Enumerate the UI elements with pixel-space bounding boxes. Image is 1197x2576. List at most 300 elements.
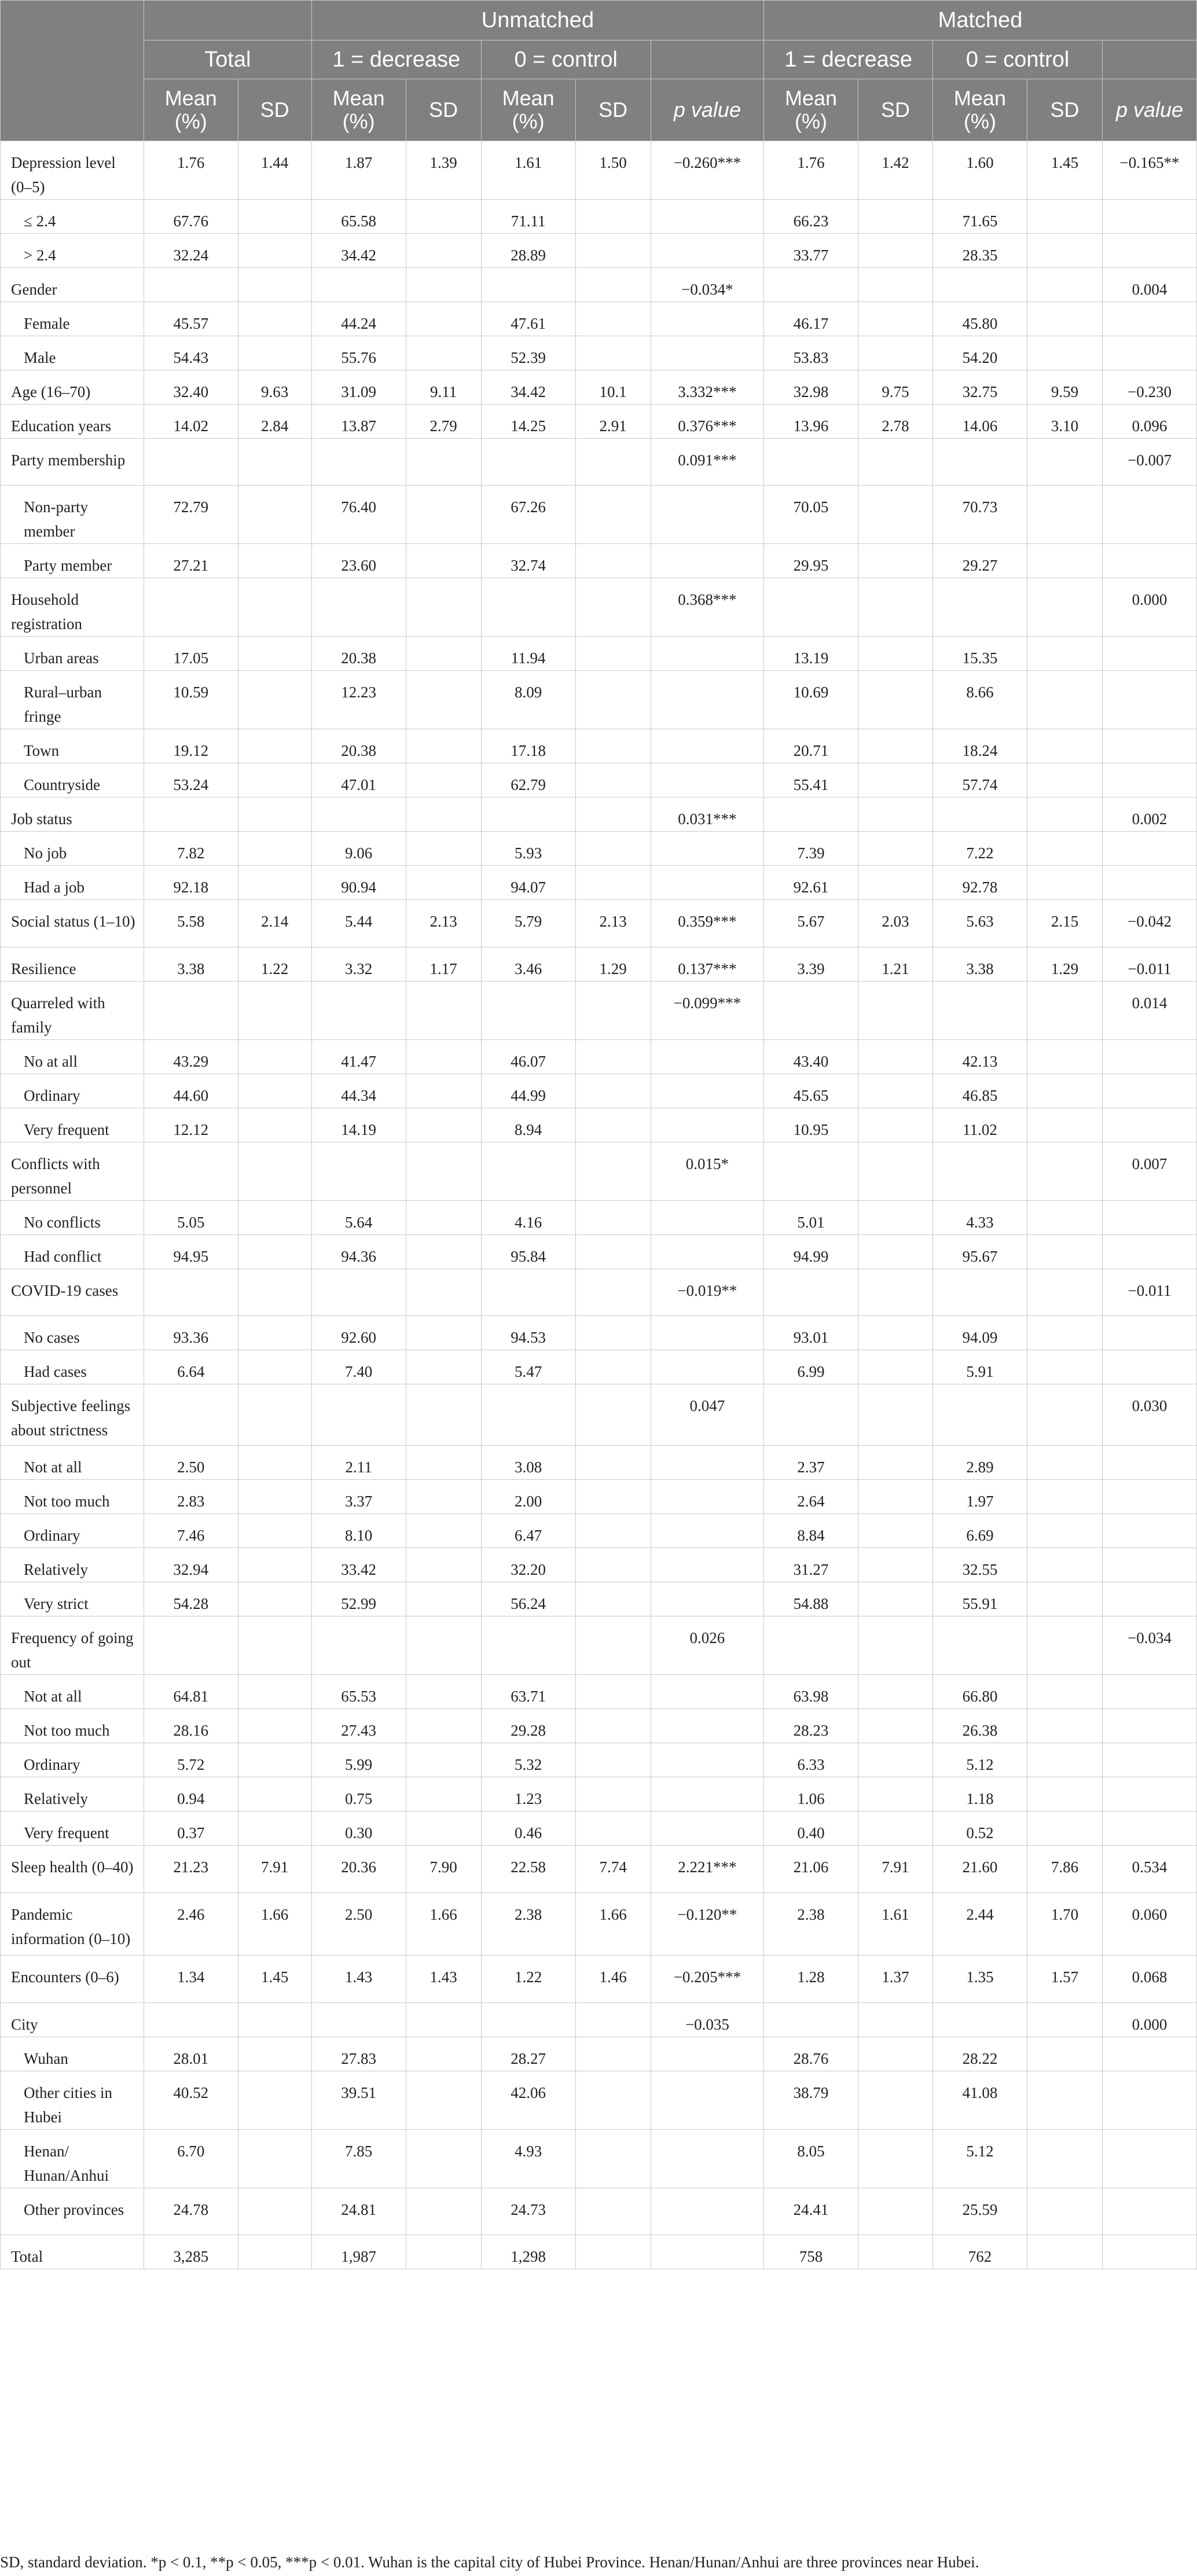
table-cell bbox=[406, 1446, 481, 1480]
table-cell bbox=[406, 578, 481, 637]
table-row bbox=[1, 1040, 1197, 1074]
table-cell bbox=[933, 2003, 1027, 2037]
row-label: Subjective feelings about strictness bbox=[1, 1384, 144, 1446]
row-label: COVID-19 cases bbox=[1, 1269, 144, 1316]
table-cell: 63.98 bbox=[764, 1675, 858, 1709]
table-cell bbox=[575, 832, 651, 866]
table-cell bbox=[238, 1074, 311, 1108]
table-cell bbox=[651, 1811, 763, 1846]
header-unmatched-pvalue-spacer bbox=[651, 41, 763, 79]
table-cell: 95.67 bbox=[933, 1235, 1027, 1269]
table-cell bbox=[1027, 1616, 1102, 1675]
table-cell: 3,285 bbox=[144, 2235, 238, 2269]
table-cell bbox=[933, 798, 1027, 832]
table-cell: 0.091*** bbox=[651, 439, 763, 486]
table-cell bbox=[1027, 2188, 1102, 2235]
table-cell bbox=[1027, 268, 1102, 302]
table-cell: 92.18 bbox=[144, 866, 238, 900]
row-label: Total bbox=[1, 2235, 144, 2269]
table-row bbox=[1, 234, 1197, 268]
table-cell bbox=[1027, 302, 1102, 336]
table-cell: 5.72 bbox=[144, 1743, 238, 1777]
table-row bbox=[1, 1269, 1197, 1316]
table-cell: 0.368*** bbox=[651, 578, 763, 637]
table-cell bbox=[1103, 2130, 1197, 2188]
table-cell bbox=[575, 1548, 651, 1582]
table-cell bbox=[764, 1616, 858, 1675]
row-label: Very frequent bbox=[1, 1811, 144, 1846]
table-cell: 1.50 bbox=[575, 141, 651, 200]
table-cell bbox=[1027, 2037, 1102, 2071]
table-cell bbox=[1027, 544, 1102, 578]
table-cell: 5.67 bbox=[764, 900, 858, 947]
row-label: Urban areas bbox=[1, 637, 144, 671]
table-cell bbox=[406, 1480, 481, 1514]
row-label: ≤ 2.4 bbox=[1, 200, 144, 234]
table-cell: 26.38 bbox=[933, 1709, 1027, 1743]
table-cell: −0.230 bbox=[1103, 370, 1197, 405]
table-cell: 9.06 bbox=[311, 832, 406, 866]
table-cell bbox=[1027, 729, 1102, 763]
table-cell: 23.60 bbox=[311, 544, 406, 578]
table-cell: 1.17 bbox=[406, 947, 481, 982]
table-cell bbox=[651, 2071, 763, 2130]
table-row bbox=[1, 982, 1197, 1040]
table-cell: 10.69 bbox=[764, 671, 858, 729]
table-cell: 1.76 bbox=[764, 141, 858, 200]
table-cell bbox=[1103, 1446, 1197, 1480]
table-cell bbox=[1027, 1350, 1102, 1384]
table-cell bbox=[858, 486, 932, 544]
row-label: Not too much bbox=[1, 1480, 144, 1514]
row-label: Other cities in Hubei bbox=[1, 2071, 144, 2130]
header-sd: SD bbox=[858, 79, 932, 141]
table-cell: 21.06 bbox=[764, 1846, 858, 1893]
header-total: Total bbox=[144, 41, 311, 79]
row-label: Wuhan bbox=[1, 2037, 144, 2071]
table-cell bbox=[575, 798, 651, 832]
table-cell bbox=[1103, 1777, 1197, 1811]
table-cell: 2.38 bbox=[764, 1893, 858, 1956]
table-cell bbox=[858, 2071, 932, 2130]
table-cell bbox=[764, 1384, 858, 1446]
table-cell bbox=[858, 1040, 932, 1074]
table-row bbox=[1, 1709, 1197, 1743]
table-cell bbox=[1027, 1269, 1102, 1316]
table-cell bbox=[651, 234, 763, 268]
table-cell: 1.37 bbox=[858, 1956, 932, 2003]
table-row bbox=[1, 1480, 1197, 1514]
table-cell bbox=[406, 486, 481, 544]
header-group-unmatched: Unmatched bbox=[311, 1, 763, 41]
table-cell bbox=[238, 1616, 311, 1675]
table-row bbox=[1, 1108, 1197, 1142]
table-cell: −0.120** bbox=[651, 1893, 763, 1956]
table-cell: 5.58 bbox=[144, 900, 238, 947]
table-cell bbox=[575, 1480, 651, 1514]
table-cell: 1.61 bbox=[858, 1893, 932, 1956]
table-row bbox=[1, 2037, 1197, 2071]
table-cell: 9.75 bbox=[858, 370, 932, 405]
table-cell bbox=[481, 578, 575, 637]
table-cell: 93.01 bbox=[764, 1316, 858, 1350]
table-cell bbox=[1027, 1514, 1102, 1548]
table-cell: 94.95 bbox=[144, 1235, 238, 1269]
table-cell: 28.35 bbox=[933, 234, 1027, 268]
table-cell bbox=[858, 1446, 932, 1480]
table-cell bbox=[406, 1582, 481, 1616]
table-row bbox=[1, 2188, 1197, 2235]
table-cell: 2.15 bbox=[1027, 900, 1102, 947]
table-row bbox=[1, 1350, 1197, 1384]
table-cell bbox=[858, 637, 932, 671]
table-cell bbox=[311, 2003, 406, 2037]
table-cell bbox=[144, 2003, 238, 2037]
table-cell bbox=[238, 578, 311, 637]
table-cell: 42.06 bbox=[481, 2071, 575, 2130]
table-cell bbox=[651, 1743, 763, 1777]
table-cell bbox=[1027, 798, 1102, 832]
table-cell bbox=[406, 1040, 481, 1074]
table-cell bbox=[651, 1201, 763, 1235]
row-label: Encounters (0–6) bbox=[1, 1956, 144, 2003]
table-cell: 0.096 bbox=[1103, 405, 1197, 439]
table-cell bbox=[1103, 200, 1197, 234]
table-cell bbox=[651, 336, 763, 370]
table-cell bbox=[238, 2188, 311, 2235]
table-cell bbox=[651, 1316, 763, 1350]
table-cell bbox=[238, 1316, 311, 1350]
table-row bbox=[1, 1846, 1197, 1893]
table-row bbox=[1, 200, 1197, 234]
table-cell bbox=[1027, 1201, 1102, 1235]
table-cell: 1.66 bbox=[238, 1893, 311, 1956]
table-cell bbox=[311, 1384, 406, 1446]
table-row bbox=[1, 2130, 1197, 2188]
table-cell bbox=[933, 1142, 1027, 1201]
table-cell bbox=[575, 763, 651, 798]
table-cell: 70.05 bbox=[764, 486, 858, 544]
table-cell bbox=[238, 1743, 311, 1777]
table-cell: 28.89 bbox=[481, 234, 575, 268]
table-row bbox=[1, 1616, 1197, 1675]
row-label: Other provinces bbox=[1, 2188, 144, 2235]
table-cell bbox=[406, 439, 481, 486]
table-cell: 20.38 bbox=[311, 637, 406, 671]
table-cell: 7.82 bbox=[144, 832, 238, 866]
table-cell: 7.22 bbox=[933, 832, 1027, 866]
table-cell: 13.96 bbox=[764, 405, 858, 439]
table-cell bbox=[651, 729, 763, 763]
table-cell bbox=[144, 268, 238, 302]
table-cell bbox=[238, 1675, 311, 1709]
table-cell bbox=[575, 1142, 651, 1201]
table-cell bbox=[575, 1709, 651, 1743]
table-cell bbox=[238, 832, 311, 866]
row-label: Depression level (0–5) bbox=[1, 141, 144, 200]
row-label: Party membership bbox=[1, 439, 144, 486]
table-cell bbox=[651, 1350, 763, 1384]
table-cell: 2.11 bbox=[311, 1446, 406, 1480]
header-sd: SD bbox=[575, 79, 651, 141]
table-cell: 1.45 bbox=[1027, 141, 1102, 200]
table-cell: 0.46 bbox=[481, 1811, 575, 1846]
table-cell bbox=[1103, 763, 1197, 798]
table-cell: 2.13 bbox=[406, 900, 481, 947]
table-cell bbox=[238, 1040, 311, 1074]
table-cell: −0.034 bbox=[1103, 1616, 1197, 1675]
table-cell bbox=[1103, 1108, 1197, 1142]
table-cell bbox=[406, 336, 481, 370]
table-cell: 24.78 bbox=[144, 2188, 238, 2235]
table-cell bbox=[575, 336, 651, 370]
table-cell bbox=[651, 763, 763, 798]
table-cell: 5.64 bbox=[311, 1201, 406, 1235]
table-cell: 56.24 bbox=[481, 1582, 575, 1616]
table-cell: 8.66 bbox=[933, 671, 1027, 729]
table-cell: 762 bbox=[933, 2235, 1027, 2269]
table-cell: 1.43 bbox=[311, 1956, 406, 2003]
table-cell: 5.79 bbox=[481, 900, 575, 947]
table-cell: 43.40 bbox=[764, 1040, 858, 1074]
table-cell: 2.38 bbox=[481, 1893, 575, 1956]
table-cell: −0.007 bbox=[1103, 439, 1197, 486]
table-cell: 5.05 bbox=[144, 1201, 238, 1235]
table-cell: 2.64 bbox=[764, 1480, 858, 1514]
table-cell bbox=[238, 671, 311, 729]
table-cell bbox=[406, 2071, 481, 2130]
table-cell bbox=[406, 637, 481, 671]
table-cell: 28.23 bbox=[764, 1709, 858, 1743]
table-cell bbox=[238, 1235, 311, 1269]
table-cell bbox=[858, 2235, 932, 2269]
table-cell bbox=[1103, 1040, 1197, 1074]
table-row bbox=[1, 637, 1197, 671]
table-cell: 25.59 bbox=[933, 2188, 1027, 2235]
table-cell bbox=[575, 544, 651, 578]
table-row bbox=[1, 1514, 1197, 1548]
table-cell: 1.66 bbox=[575, 1893, 651, 1956]
table-cell bbox=[406, 544, 481, 578]
table-cell: 54.43 bbox=[144, 336, 238, 370]
row-label: No job bbox=[1, 832, 144, 866]
table-cell: 1.23 bbox=[481, 1777, 575, 1811]
table-cell bbox=[858, 2003, 932, 2037]
table-cell bbox=[144, 439, 238, 486]
table-cell: 32.40 bbox=[144, 370, 238, 405]
table-cell bbox=[1103, 1675, 1197, 1709]
table-cell: 14.06 bbox=[933, 405, 1027, 439]
table-cell: 0.004 bbox=[1103, 268, 1197, 302]
table-cell bbox=[575, 729, 651, 763]
table-cell: 7.85 bbox=[311, 2130, 406, 2188]
table-cell bbox=[575, 1201, 651, 1235]
table-cell: 7.91 bbox=[858, 1846, 932, 1893]
table-cell: 6.69 bbox=[933, 1514, 1027, 1548]
table-cell: 10.1 bbox=[575, 370, 651, 405]
table-cell bbox=[651, 832, 763, 866]
table-cell: 31.09 bbox=[311, 370, 406, 405]
table-cell bbox=[1103, 2071, 1197, 2130]
table-cell bbox=[311, 268, 406, 302]
table-cell bbox=[481, 268, 575, 302]
table-cell bbox=[1027, 439, 1102, 486]
table-cell bbox=[238, 2235, 311, 2269]
table-cell: −0.260*** bbox=[651, 141, 763, 200]
table-cell: 7.91 bbox=[238, 1846, 311, 1893]
table-cell: 0.007 bbox=[1103, 1142, 1197, 1201]
row-label: Non-party member bbox=[1, 486, 144, 544]
table-cell: 14.02 bbox=[144, 405, 238, 439]
table-cell bbox=[481, 2003, 575, 2037]
table-cell: 29.28 bbox=[481, 1709, 575, 1743]
table-cell bbox=[933, 439, 1027, 486]
table-cell: 90.94 bbox=[311, 866, 406, 900]
table-cell bbox=[575, 637, 651, 671]
header-matched-control: 0 = control bbox=[933, 41, 1103, 79]
table-cell bbox=[575, 982, 651, 1040]
table-cell bbox=[933, 268, 1027, 302]
table-cell bbox=[764, 1142, 858, 1201]
table-cell: 758 bbox=[764, 2235, 858, 2269]
table-cell: 20.38 bbox=[311, 729, 406, 763]
table-cell bbox=[933, 1616, 1027, 1675]
table-cell: 33.42 bbox=[311, 1548, 406, 1582]
table-cell: 32.94 bbox=[144, 1548, 238, 1582]
table-cell bbox=[764, 798, 858, 832]
table-cell bbox=[406, 2037, 481, 2071]
table-cell: 1.22 bbox=[481, 1956, 575, 2003]
table-cell bbox=[1027, 1709, 1102, 1743]
table-cell: 27.43 bbox=[311, 1709, 406, 1743]
table-cell: 1.06 bbox=[764, 1777, 858, 1811]
row-label: No conflicts bbox=[1, 1201, 144, 1235]
table-cell bbox=[1103, 544, 1197, 578]
table-cell: 8.94 bbox=[481, 1108, 575, 1142]
table-cell bbox=[1103, 234, 1197, 268]
table-cell: 0.015* bbox=[651, 1142, 763, 1201]
table-cell: 3.08 bbox=[481, 1446, 575, 1480]
table-cell: 9.11 bbox=[406, 370, 481, 405]
row-label: No at all bbox=[1, 1040, 144, 1074]
table-cell bbox=[481, 1616, 575, 1675]
row-label: Very frequent bbox=[1, 1108, 144, 1142]
table-cell bbox=[1027, 637, 1102, 671]
row-label: Pandemic information (0–10) bbox=[1, 1893, 144, 1956]
table-cell: 39.51 bbox=[311, 2071, 406, 2130]
table-cell bbox=[575, 1777, 651, 1811]
table-cell bbox=[858, 1709, 932, 1743]
table-cell: 55.41 bbox=[764, 763, 858, 798]
table-cell bbox=[858, 1743, 932, 1777]
table-cell bbox=[1027, 2071, 1102, 2130]
table-cell: 46.07 bbox=[481, 1040, 575, 1074]
table-cell bbox=[406, 234, 481, 268]
table-cell bbox=[406, 798, 481, 832]
table-cell bbox=[575, 1811, 651, 1846]
table-cell: 2.84 bbox=[238, 405, 311, 439]
table-cell bbox=[144, 1142, 238, 1201]
table-cell: 72.79 bbox=[144, 486, 238, 544]
table-cell: 44.34 bbox=[311, 1074, 406, 1108]
header-matched-pvalue-spacer bbox=[1103, 41, 1197, 79]
table-cell bbox=[575, 2130, 651, 2188]
table-cell bbox=[406, 1743, 481, 1777]
table-cell bbox=[1103, 1316, 1197, 1350]
table-row bbox=[1, 578, 1197, 637]
table-cell bbox=[406, 866, 481, 900]
table-cell bbox=[481, 439, 575, 486]
row-label: > 2.4 bbox=[1, 234, 144, 268]
table-cell bbox=[1103, 302, 1197, 336]
table-cell bbox=[858, 2130, 932, 2188]
row-label: Age (16–70) bbox=[1, 370, 144, 405]
table-cell: 0.37 bbox=[144, 1811, 238, 1846]
table-row bbox=[1, 1316, 1197, 1350]
table-cell bbox=[1027, 1074, 1102, 1108]
table-cell: 92.61 bbox=[764, 866, 858, 900]
row-label: Henan/ Hunan/Anhui bbox=[1, 2130, 144, 2188]
table-cell bbox=[575, 1074, 651, 1108]
row-label: Ordinary bbox=[1, 1514, 144, 1548]
table-cell: 6.33 bbox=[764, 1743, 858, 1777]
table-cell bbox=[406, 2130, 481, 2188]
table-cell: 5.01 bbox=[764, 1201, 858, 1235]
table-cell bbox=[1027, 982, 1102, 1040]
table-cell: 4.16 bbox=[481, 1201, 575, 1235]
table-cell: 54.88 bbox=[764, 1582, 858, 1616]
table-cell: 38.79 bbox=[764, 2071, 858, 2130]
table-cell bbox=[1027, 1142, 1102, 1201]
table-cell: 67.76 bbox=[144, 200, 238, 234]
table-cell bbox=[764, 578, 858, 637]
table-cell: 94.36 bbox=[311, 1235, 406, 1269]
table-cell bbox=[575, 1235, 651, 1269]
table-cell bbox=[144, 578, 238, 637]
header-unmatched-control: 0 = control bbox=[481, 41, 651, 79]
table-cell bbox=[651, 1446, 763, 1480]
table-cell: 28.22 bbox=[933, 2037, 1027, 2071]
table-cell bbox=[1103, 1350, 1197, 1384]
table-cell bbox=[858, 1074, 932, 1108]
table-cell: 1.29 bbox=[575, 947, 651, 982]
table-cell: 0.026 bbox=[651, 1616, 763, 1675]
table-cell: 5.12 bbox=[933, 1743, 1027, 1777]
table-cell bbox=[406, 1675, 481, 1709]
table-cell bbox=[858, 268, 932, 302]
table-cell bbox=[858, 671, 932, 729]
table-cell bbox=[858, 1350, 932, 1384]
table-cell: 34.42 bbox=[311, 234, 406, 268]
table-row bbox=[1, 268, 1197, 302]
table-cell bbox=[311, 578, 406, 637]
header-unmatched-decrease: 1 = decrease bbox=[311, 41, 481, 79]
row-label: City bbox=[1, 2003, 144, 2037]
table-cell bbox=[1103, 1074, 1197, 1108]
table-cell bbox=[1027, 1235, 1102, 1269]
table-cell bbox=[311, 798, 406, 832]
table-cell bbox=[1027, 336, 1102, 370]
table-cell: −0.099*** bbox=[651, 982, 763, 1040]
row-label: Had conflict bbox=[1, 1235, 144, 1269]
table-cell: 52.99 bbox=[311, 1582, 406, 1616]
table-cell: −0.011 bbox=[1103, 1269, 1197, 1316]
header-sd: SD bbox=[1027, 79, 1102, 141]
table-cell: 5.99 bbox=[311, 1743, 406, 1777]
table-cell bbox=[1103, 2037, 1197, 2071]
table-cell: 71.65 bbox=[933, 200, 1027, 234]
table-row bbox=[1, 1142, 1197, 1201]
